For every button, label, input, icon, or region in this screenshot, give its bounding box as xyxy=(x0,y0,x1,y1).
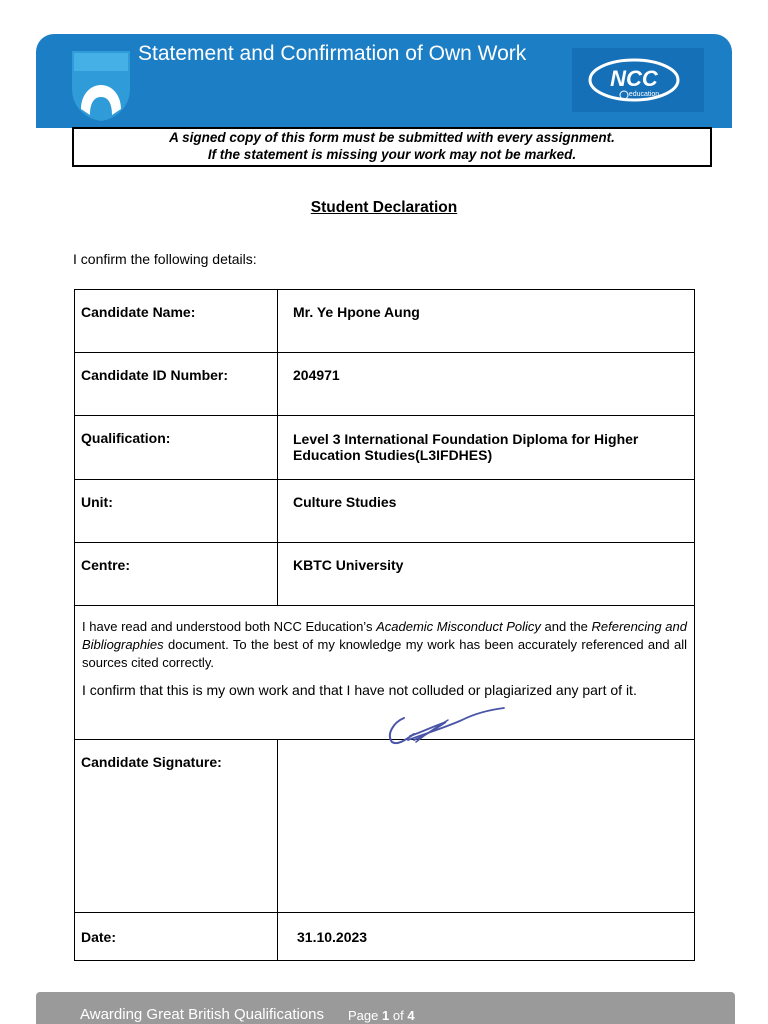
date-value: 31.10.2023 xyxy=(278,913,695,961)
notice-line-1: A signed copy of this form must be submitted with every assignment. xyxy=(169,130,615,145)
qualification-label: Qualification: xyxy=(75,416,278,480)
handwritten-signature xyxy=(384,704,508,752)
table-row xyxy=(75,290,695,353)
section-title: Student Declaration xyxy=(310,199,458,216)
signature-label: Candidate Signature: xyxy=(75,740,278,913)
date-label: Date: xyxy=(75,913,278,961)
qualification-value: Level 3 International Foundation Diploma for Higher Education Studies(L3IFDHES) xyxy=(278,416,695,480)
declaration-paragraph-2: I confirm that this is my own work and that I have not colluded or plagiarized any part of it. xyxy=(82,682,637,698)
footer-bar xyxy=(36,992,735,1024)
centre-label: Centre: xyxy=(75,543,278,606)
ncc-education-logo xyxy=(572,48,704,112)
centre-value: KBTC University xyxy=(278,543,695,606)
intro-text: I confirm the following details: xyxy=(73,251,257,267)
submission-notice xyxy=(72,127,712,167)
ncc-logo-text: NCC xyxy=(610,66,658,91)
table-row xyxy=(75,416,695,480)
table-row xyxy=(75,740,695,913)
notice-line-2: If the statement is missing your work may not be marked. xyxy=(207,147,577,162)
table-row xyxy=(75,480,695,543)
ncc-logo-subtext: education xyxy=(628,91,660,98)
header-banner xyxy=(36,34,732,128)
candidate-name-label: Candidate Name: xyxy=(75,290,278,353)
table-row xyxy=(75,543,695,606)
footer-tagline: Awarding Great British Qualifications xyxy=(80,1006,324,1023)
ncc-logo-icon xyxy=(572,48,704,112)
candidate-id-label: Candidate ID Number: xyxy=(75,353,278,416)
declaration-form-table xyxy=(74,289,695,961)
table-row xyxy=(75,913,695,961)
candidate-name-value: Mr. Ye Hpone Aung xyxy=(278,290,695,353)
unit-label: Unit: xyxy=(75,480,278,543)
page-number: Page 1 of 4 xyxy=(348,1008,415,1023)
unit-value: Culture Studies xyxy=(278,480,695,543)
signature-field[interactable] xyxy=(278,740,695,913)
table-row xyxy=(75,353,695,416)
shield-logo-icon xyxy=(72,51,130,121)
declaration-paragraph-1: I have read and understood both NCC Education’s Academic Misconduct Policy and the Referencing and Bibliographies document. To the best of my knowledge my work has been accurately referenced and all sources cited correctly. xyxy=(82,619,687,670)
candidate-id-value: 204971 xyxy=(278,353,695,416)
page-title: Statement and Confirmation of Own Work xyxy=(138,42,527,65)
